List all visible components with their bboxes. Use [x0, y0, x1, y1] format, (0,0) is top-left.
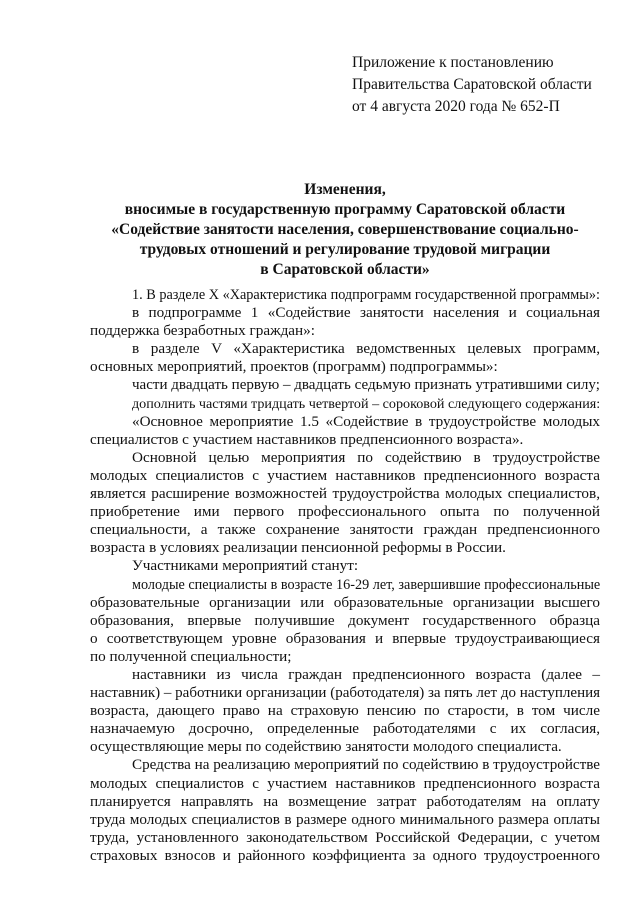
- body-line: Основной целью мероприятия по содействию в трудоустройстве: [132, 448, 600, 466]
- body-line: части двадцать первую – двадцать седьмую признать утратившими силу;: [132, 377, 600, 394]
- body-line: специальности, а также сохранение занятости граждан предпенсионного: [90, 521, 600, 539]
- body-line: основных мероприятий, проектов (программ) подпрограммы»:: [90, 358, 498, 376]
- body-line: Средства на реализацию мероприятий по содействию в трудоустройстве: [132, 757, 600, 774]
- title-line: «Содействие занятости населения, совершенствование социально-: [111, 221, 579, 238]
- approval-line: Приложение к постановлению: [352, 54, 554, 71]
- body-line: молодых специалистов с участием наставников предпенсионного возраста: [90, 466, 600, 484]
- body-line: труда, установленного законодательством Российской Федерации, с учетом: [90, 828, 600, 846]
- body-line: молодых специалистов с участием наставников предпенсионного возраста: [90, 774, 600, 792]
- title-line: Изменения,: [304, 181, 386, 198]
- body-line: в разделе V «Характеристика ведомственных целевых программ,: [132, 340, 600, 358]
- body-line: в подпрограмме 1 «Содействие занятости населения и социальная: [132, 304, 600, 322]
- body-line: является расширение возможностей трудоустройства молодых специалистов,: [90, 485, 600, 503]
- body-line: осуществляющие меры по содействию занятости молодого специалиста.: [90, 738, 562, 756]
- body-line: Участниками мероприятий станут:: [132, 557, 359, 575]
- body-line: 1. В разделе X «Характеристика подпрограмм государственной программы»:: [132, 287, 600, 303]
- document-title: [90, 180, 600, 280]
- body-line: специалистов с участием наставников предпенсионного возраста».: [90, 430, 524, 448]
- title-line: вносимые в государственную программу Саратовской области: [124, 201, 566, 218]
- body-line: о соответствующем уровне образования и впервые трудоустраивающиеся: [90, 629, 600, 647]
- body-line: возраста в условиях реализации пенсионной реформы в России.: [90, 539, 506, 557]
- body-line: «Основное мероприятие 1.5 «Содействие в трудоустройстве молодых: [132, 412, 600, 430]
- title-line: в Саратовской области»: [260, 261, 430, 278]
- body-line: приобретение ими первого профессионального опыта по полученной: [90, 503, 600, 521]
- document-body: [90, 286, 600, 865]
- body-line: по полученной специальности;: [90, 647, 292, 665]
- approval-note: [352, 52, 592, 118]
- body-line: труда молодых специалистов в размере одного минимального размера оплаты: [90, 810, 600, 828]
- body-line: планируется направлять на возмещение затрат работодателям на оплату: [90, 792, 600, 810]
- body-line: назначаемую досрочно, определенные работодателями с их согласия,: [90, 720, 600, 738]
- title-line: трудовых отношений и регулирование трудовой миграции: [139, 241, 551, 258]
- body-line: дополнить частями тридцать четвертой – сороковой следующего содержания:: [132, 395, 601, 412]
- body-line: страховых взносов и районного коэффициента за одного трудоустроенного: [90, 846, 600, 864]
- body-line: образования, впервые получившие документ государственного образца: [90, 611, 600, 629]
- body-line: молодые специалисты в возрасте 16-29 лет, завершившие профессиональные: [132, 576, 601, 593]
- approval-line: Правительства Саратовской области: [352, 76, 592, 93]
- body-line: наставники из числа граждан предпенсионного возраста (далее –: [132, 665, 600, 683]
- body-line: возраста, дающего право на страховую пенсию по старости, в том числе: [90, 702, 600, 720]
- body-line: наставник) – работники организации (работодателя) за пять лет до наступления: [90, 685, 601, 702]
- body-line: поддержка безработных граждан»:: [90, 322, 315, 340]
- body-line: образовательные организации или образовательные организации высшего: [90, 593, 600, 611]
- approval-line: от 4 августа 2020 года № 652-П: [352, 98, 560, 115]
